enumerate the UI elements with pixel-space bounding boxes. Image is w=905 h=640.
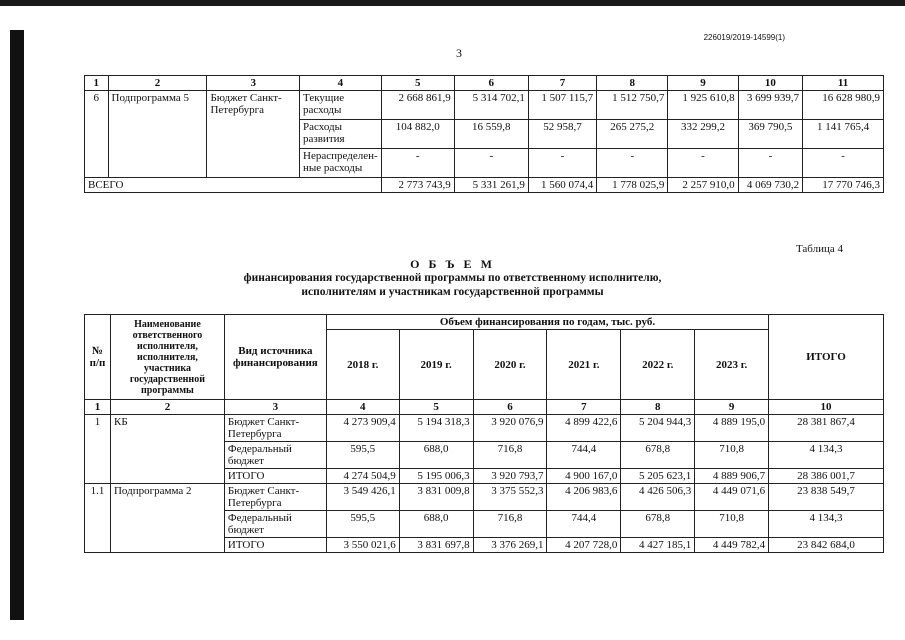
table-title: О Б Ъ Е М	[410, 257, 495, 271]
table-row: Расходы развития 104 882,0 16 559,8 52 958,7 265 275,2 332 299,2 369 790,5 1 141 765,4	[85, 120, 884, 149]
table-row: Нераспределен-ные расходы - - - - - - -	[85, 149, 884, 178]
table2-header-row: № п/п Наименование ответственного исполнителя, исполнителя, участника государственной программы Вид источника финансирования Объем финансирования по годам, тыс. руб. ИТОГО	[85, 315, 884, 330]
table1-header-row: 1 2 3 4 5 6 7 8 9 10 11	[85, 76, 884, 91]
subprogram-expenses-table	[84, 75, 884, 193]
table-number-label: Таблица 4	[795, 243, 843, 255]
table-row: Федеральный бюджет 595,5 688,0 716,8 744,4 678,8 710,8 4 134,3	[85, 442, 884, 469]
funding-volume-table	[84, 314, 884, 553]
table-row: Федеральный бюджет 595,5 688,0 716,8 744,4 678,8 710,8 4 134,3	[85, 511, 884, 538]
table2-years-row: 2018 г. 2019 г. 2020 г. 2021 г. 2022 г. 2023 г.	[85, 330, 884, 400]
table-total-row: ВСЕГО 2 773 743,9 5 331 261,9 1 560 074,4 1 778 025,9 2 257 910,0 4 069 730,2 17 770 746,3	[85, 178, 884, 193]
table-row: 1 КБ Бюджет Санкт-Петербурга 4 273 909,4 5 194 318,3 3 920 076,9 4 899 422,6 5 204 944,3 4 889 195,0 28 381 867,4	[85, 415, 884, 442]
document-number: 226019/2019-14599(1)	[703, 33, 785, 42]
table-row: ИТОГО 4 274 504,9 5 195 006,3 3 920 793,7 4 900 167,0 5 205 623,1 4 889 906,7 28 386 001,7	[85, 469, 884, 484]
table2-colnum-row: 1 2 3 4 5 6 7 8 9 10	[85, 400, 884, 415]
table-row: 6 Подпрограмма 5 Бюджет Санкт-Петербурга Текущие расходы 2 668 861,9 5 314 702,1 1 507 115,7 1 512 750,7 1 925 610,8 3 699 939,7 16 628 980,9	[85, 91, 884, 120]
table-row: 1.1 Подпрограмма 2 Бюджет Санкт-Петербурга 3 549 426,1 3 831 009,8 3 375 552,3 4 206 983,6 4 426 506,3 4 449 071,6 23 838 549,7	[85, 484, 884, 511]
table-row: ИТОГО 3 550 021,6 3 831 697,8 3 376 269,1 4 207 728,0 4 427 185,1 4 449 782,4 23 842 684,0	[85, 538, 884, 553]
scan-left-border	[10, 30, 24, 620]
scan-top-border	[0, 0, 905, 6]
table-subtitle: финансирования государственной программы по ответственному исполнителю, исполнителям и участникам государственной программы	[243, 272, 662, 298]
page-number: 3	[456, 46, 462, 60]
